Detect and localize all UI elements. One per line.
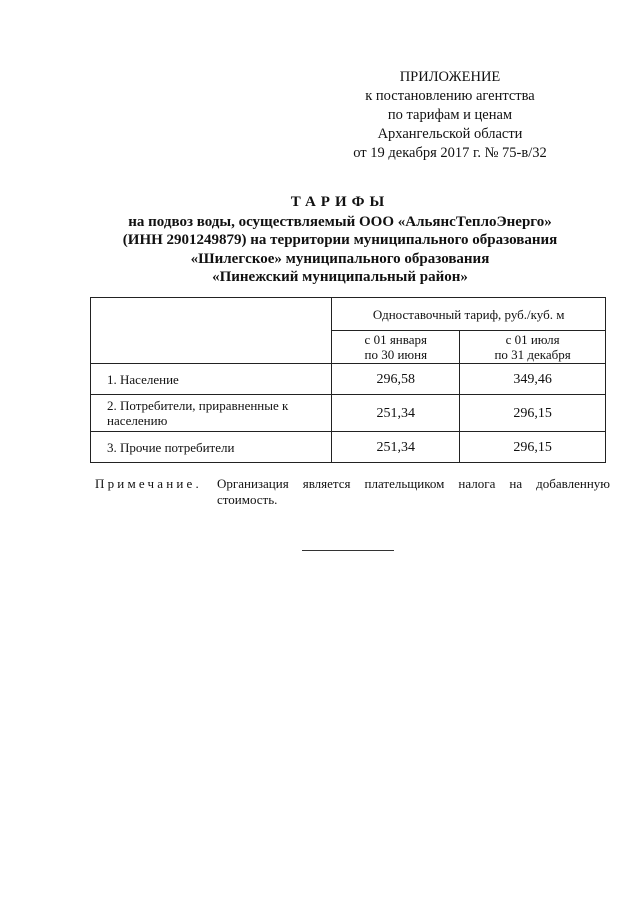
row-tariff-period-1: 296,58	[332, 364, 460, 395]
row-tariff-period-1: 251,34	[332, 395, 460, 432]
table-header-period-2	[460, 331, 606, 364]
row-consumer-name: 1. Население	[91, 364, 332, 395]
title-line: на подвоз воды, осуществляемый ООО «АльянсТеплоЭнерго»	[128, 213, 552, 230]
title-heading: ТАРИФЫ	[290, 194, 390, 210]
period-2-end: по 31 декабря	[494, 347, 571, 362]
appendix-ref-line: Архангельской области	[377, 126, 523, 142]
table-header-tariff: Одноставочный тариф, руб./куб. м	[332, 298, 606, 331]
appendix-header	[300, 68, 600, 163]
table-row	[91, 395, 606, 432]
table-row	[91, 432, 606, 463]
title-line: (ИНН 2901249879) на территории муниципального образования	[122, 232, 558, 248]
period-1-start: с 01 января	[364, 332, 427, 347]
note-label: Примечание.	[95, 476, 202, 491]
appendix-ref-line: к постановлению агентства	[365, 88, 535, 104]
appendix-date-line: от 19 декабря 2017 г. № 75-в/32	[353, 145, 547, 161]
appendix-ref-line: по тарифам и ценам	[387, 107, 513, 123]
table-row	[91, 364, 606, 395]
row-consumer-name: 2. Потребители, приравненные к населению	[91, 395, 332, 432]
row-tariff-period-2: 349,46	[460, 364, 606, 395]
period-2-start: с 01 июля	[505, 332, 560, 347]
row-tariff-period-1: 251,34	[332, 432, 460, 463]
row-tariff-period-2: 296,15	[460, 432, 606, 463]
period-1-end: по 30 июня	[364, 347, 428, 362]
row-tariff-period-2: 296,15	[460, 395, 606, 432]
appendix-title: ПРИЛОЖЕНИЕ	[399, 69, 501, 85]
title-line: «Шилегское» муниципального образования	[190, 250, 490, 267]
table-header-period-1	[332, 331, 460, 364]
note-text: Организация является плательщиком налога на добавленную стоимость.	[217, 476, 610, 507]
document-title	[40, 193, 640, 287]
closing-rule	[302, 550, 394, 551]
row-consumer-name: 3. Прочие потребители	[91, 432, 332, 463]
tariffs-table	[90, 297, 606, 463]
table-corner-cell	[91, 298, 332, 364]
title-line: «Пинежский муниципальный район»	[212, 269, 468, 285]
